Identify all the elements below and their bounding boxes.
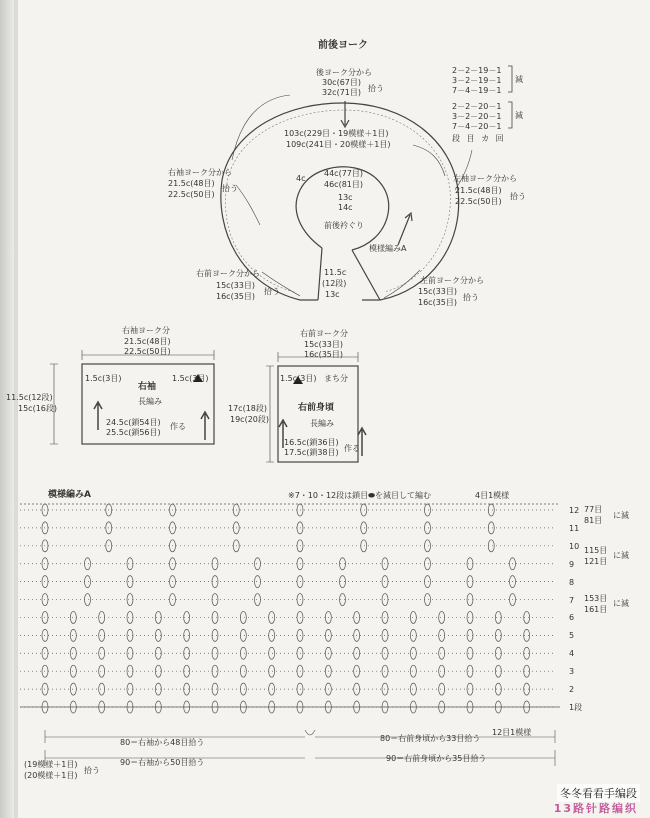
yoke-title: 前後ヨーク: [318, 40, 368, 51]
rs-225: 22.5c(50目): [168, 190, 215, 199]
ls-215: 21.5c(48目): [455, 186, 502, 195]
stitch-symbol: [269, 665, 275, 677]
stitch-symbol: [99, 611, 105, 623]
dec2-row1: 2－2－20－1: [452, 102, 502, 111]
stitch-symbol: [410, 611, 416, 623]
front-top-label: 右前ヨーク分: [300, 329, 348, 338]
lf-pick: 拾う: [463, 293, 479, 302]
neck-label: 前後衿ぐり: [324, 221, 364, 230]
dec1-row3: 7－4－19－1: [452, 86, 502, 95]
sleeve-stitch: 長編み: [138, 397, 162, 406]
chart-note: ※7・10・12段は鎖目⬬を減目して編む: [288, 491, 431, 500]
watermark-site: 13路针路编织: [553, 802, 638, 815]
stitch-symbol: [269, 683, 275, 695]
dec2-label: 減: [515, 111, 523, 120]
sleeve-225: 22.5c(50目): [124, 347, 171, 356]
lf-label: 左前ヨーク分から: [420, 276, 484, 285]
front-side-17: 17c(18段): [228, 404, 267, 413]
r10-dec: に減: [613, 551, 629, 560]
bottom-b5: (20模様＋1目): [24, 771, 78, 780]
stitch-symbol: [425, 540, 431, 552]
stitch-symbol: [425, 558, 431, 570]
stitch-symbol: [410, 629, 416, 641]
ls-225: 22.5c(50目): [455, 197, 502, 206]
front-13c: 13c: [325, 290, 340, 299]
row-label: 10: [569, 541, 580, 551]
stitch-symbol: [488, 540, 494, 552]
stitch-symbol: [99, 665, 105, 677]
stitch-symbol: [425, 522, 431, 534]
stitch-symbol: [269, 647, 275, 659]
sleeve-name: 右袖: [138, 382, 157, 392]
rs-label: 右袖ヨーク分から: [168, 168, 232, 177]
rf-16: 16c(35目): [216, 292, 255, 301]
stitch-symbol: [439, 647, 445, 659]
chart-repeat: 4目1模様: [475, 491, 510, 500]
stitch-symbol: [425, 576, 431, 588]
dec2-row3: 7－4－20－1: [452, 122, 502, 131]
row-label: 3: [569, 667, 575, 677]
row-label: 2: [569, 685, 575, 695]
stitch-symbol: [425, 594, 431, 606]
front-bottom-165: 16.5c(鎖36目): [284, 438, 339, 447]
front-top-16: 16c(35目): [304, 350, 343, 359]
stitch-symbol: [269, 629, 275, 641]
row-label: 5: [569, 631, 575, 641]
row-label: 6: [569, 613, 575, 623]
sleeve-side-115: 11.5c(12段): [6, 393, 53, 402]
row-label: 9: [569, 559, 575, 569]
stitch-symbol: [361, 522, 367, 534]
back-30: 30c(67目): [322, 78, 361, 87]
r10-a: 115目: [584, 546, 608, 555]
stitch-symbol: [488, 504, 494, 516]
sleeve-215: 21.5c(48目): [124, 337, 171, 346]
stitch-symbol: [425, 504, 431, 516]
sleeve-top-label: 右袖ヨーク分: [122, 326, 170, 335]
pattern-arrow: [398, 213, 412, 245]
rf-pick: 拾う: [264, 287, 280, 296]
stitch-symbol: [240, 647, 246, 659]
stitch-symbol: [85, 576, 91, 588]
front-corner: 1.5c(3目): [280, 374, 317, 383]
bottom-b4: (19模様＋1目): [24, 760, 78, 769]
bottom-b2: 80＝右前身頃から33目拾う: [380, 734, 481, 743]
sleeve-side-15: 15c(16段): [18, 404, 57, 413]
row-label: 11: [569, 523, 580, 533]
stitch-symbol: [255, 594, 261, 606]
back-label: 後ヨーク分から: [316, 68, 372, 77]
stitch-symbol: [361, 504, 367, 516]
sleeve-bottom-255: 25.5c(鎖56目): [106, 428, 161, 437]
row-label: 4: [569, 649, 575, 659]
ls-label: 左袖ヨーク分から: [453, 174, 517, 183]
r12-dec: に減: [613, 511, 629, 520]
front-corner-note: まち分: [324, 374, 348, 383]
front-stitch: 長編み: [310, 419, 334, 428]
outer-103: 103c(229目・19模様＋1目): [284, 129, 389, 138]
stitch-symbol: [99, 647, 105, 659]
stitch-symbol: [85, 594, 91, 606]
stitch-symbol: [85, 558, 91, 570]
c4: 4c: [296, 174, 306, 183]
stitch-symbol: [99, 683, 105, 695]
lf-15: 15c(33目): [418, 287, 457, 296]
front-opening-right: [352, 250, 380, 300]
direction-arrow: [341, 101, 349, 127]
r7-b: 161目: [584, 605, 608, 614]
inner-44: 44c(77目): [324, 169, 363, 178]
bottom-b6: 拾う: [84, 766, 100, 775]
stitch-symbol: [240, 665, 246, 677]
stitch-symbol: [70, 611, 76, 623]
c13: 13c: [338, 193, 353, 202]
front-115: 11.5c: [324, 268, 347, 277]
stitch-symbol: [439, 611, 445, 623]
stitch-symbol: [439, 665, 445, 677]
stitch-symbol: [410, 665, 416, 677]
stitch-symbol: [70, 665, 76, 677]
inner-46: 46c(81目): [324, 180, 363, 189]
sleeve-corner-l: 1.5c(3目): [85, 374, 122, 383]
rs-215: 21.5c(48目): [168, 179, 215, 188]
c14: 14c: [338, 203, 353, 212]
r7-a: 153目: [584, 594, 608, 603]
bottom-b7: 90＝右袖から50目拾う: [120, 758, 205, 767]
front-make: 作る: [344, 444, 360, 453]
outer-109: 109c(241目・20模様＋1目): [286, 140, 391, 149]
pattern-a-label: 模様編みA: [369, 244, 407, 253]
front-name: 右前身頃: [298, 403, 335, 413]
stitch-symbol: [255, 558, 261, 570]
sleeve-bottom-245: 24.5c(鎖54目): [106, 418, 161, 427]
dec1-label: 減: [515, 75, 523, 84]
dec1-row2: 3－2－19－1: [452, 76, 502, 85]
rs-pick: 拾う: [222, 184, 238, 193]
sleeve-corner-r: 1.5c(3目): [172, 374, 209, 383]
r12-a: 77目: [584, 505, 603, 514]
stitch-symbol: [269, 611, 275, 623]
stitch-symbol: [240, 611, 246, 623]
stitch-symbol: [488, 522, 494, 534]
r10-b: 121目: [584, 557, 608, 566]
stitch-symbol: [439, 629, 445, 641]
stitch-symbol: [439, 683, 445, 695]
row-label: 1段: [569, 703, 583, 712]
stitch-symbol: [361, 540, 367, 552]
row-label: 8: [569, 577, 575, 587]
bottom-b1: 80＝右袖から48目拾う: [120, 738, 205, 747]
stitch-symbol: [240, 629, 246, 641]
lf-16: 16c(35目): [418, 298, 457, 307]
stitch-symbol: [99, 629, 105, 641]
stitch-chart: [20, 504, 560, 713]
watermark-text: 冬冬看看手编段: [557, 784, 640, 802]
chart-title: 模様編みA: [48, 490, 91, 500]
bottom-b8: 90＝右前身頃から35目拾う: [386, 754, 487, 763]
dec1-row1: 2－2－19－1: [452, 66, 502, 75]
bottom-b3: 12目1模様: [492, 728, 532, 737]
stitch-symbol: [255, 576, 261, 588]
front-top-15: 15c(33目): [304, 340, 343, 349]
sleeve-make: 作る: [170, 422, 186, 431]
row-label: 7: [569, 595, 575, 605]
back-pick: 拾う: [368, 84, 384, 93]
front-side-19: 19c(20段): [230, 415, 269, 424]
r7-dec: に減: [613, 599, 629, 608]
rf-label: 右前ヨーク分から: [196, 269, 260, 278]
stitch-symbol: [410, 683, 416, 695]
row-label: 12: [569, 506, 580, 515]
stitch-symbol: [410, 647, 416, 659]
stitch-symbol: [70, 683, 76, 695]
r12-b: 81目: [584, 516, 603, 525]
front-opening-left: [318, 248, 322, 300]
rf-15: 15c(33目): [216, 281, 255, 290]
dec2-row2: 3－2－20－1: [452, 112, 502, 121]
stitch-symbol: [70, 629, 76, 641]
stitch-symbol: [70, 647, 76, 659]
dec-legend: 段 目 カ 回: [452, 134, 506, 143]
ls-pick: 拾う: [510, 192, 526, 201]
back-32: 32c(71目): [322, 88, 361, 97]
front-12: (12段): [322, 279, 347, 288]
front-bottom-175: 17.5c(鎖38目): [284, 448, 339, 457]
stitch-symbol: [240, 683, 246, 695]
